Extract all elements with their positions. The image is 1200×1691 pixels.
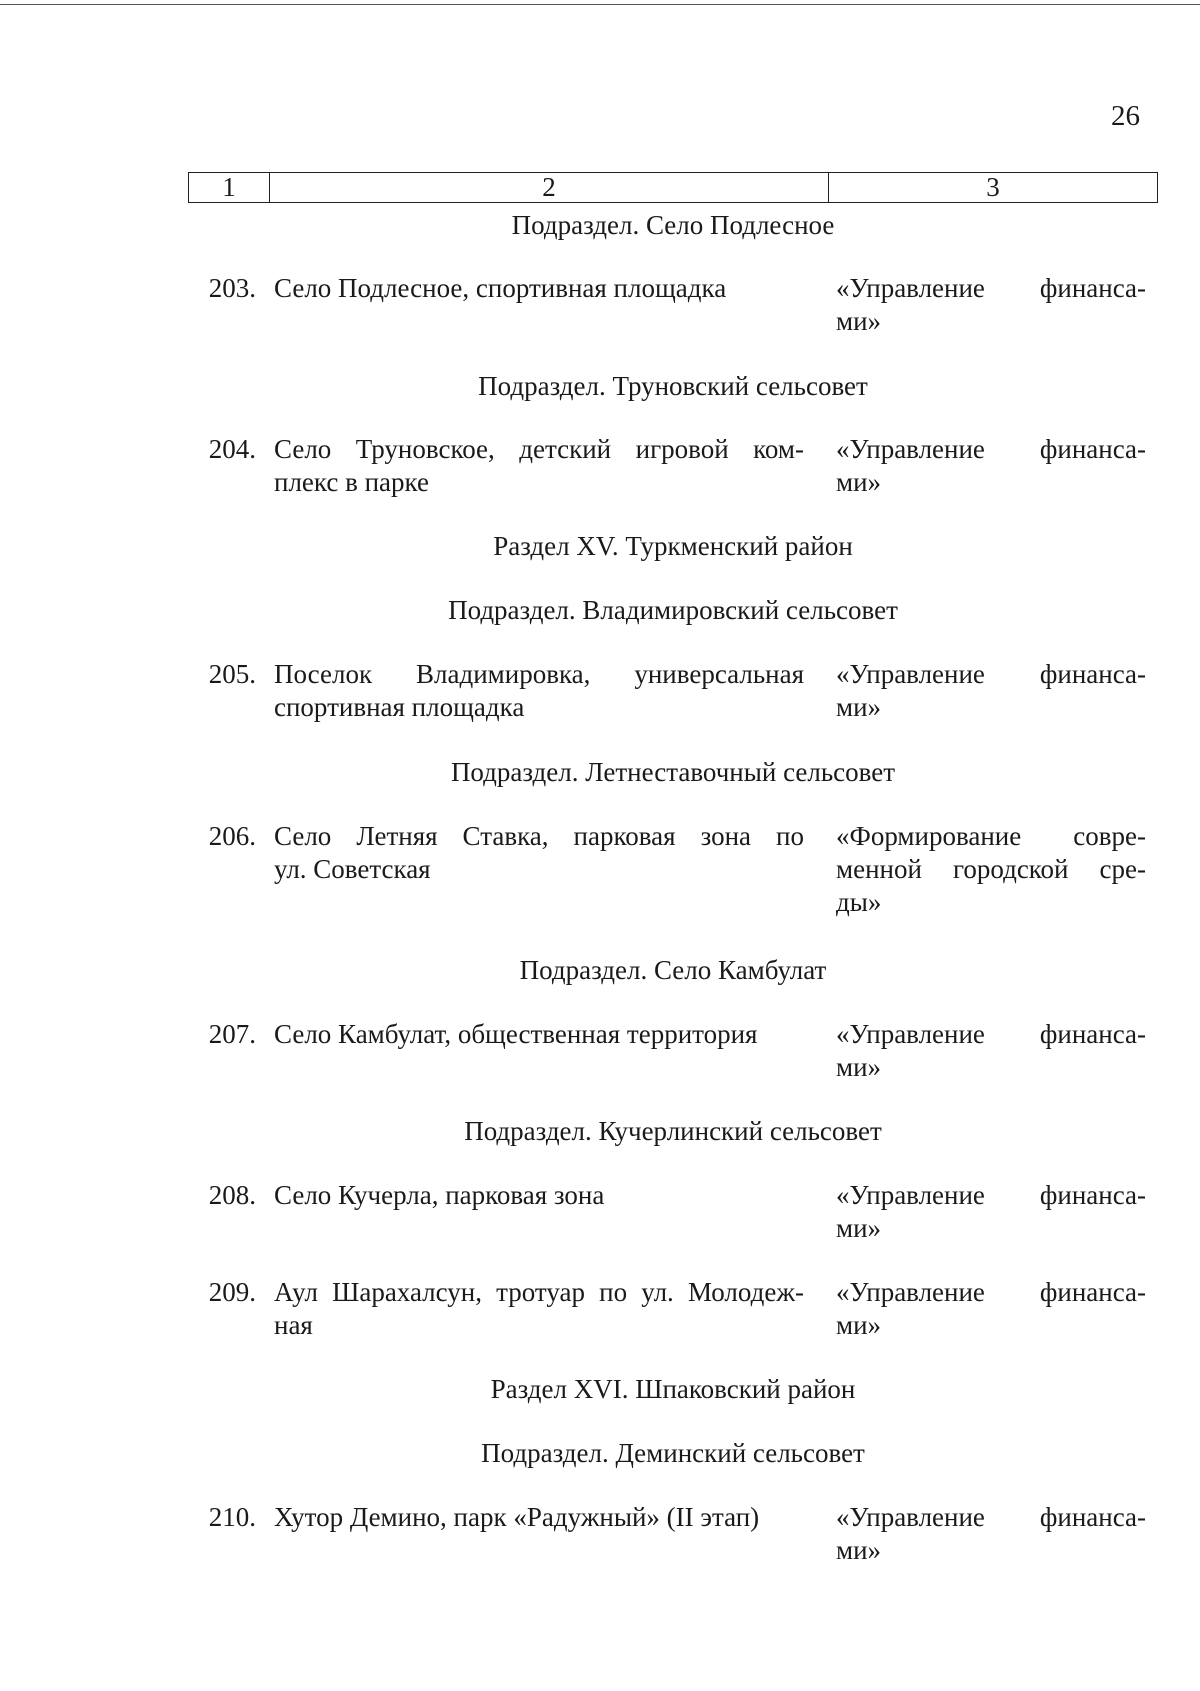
program-word: «Управление <box>836 1019 985 1049</box>
table-row <box>188 1179 1160 1279</box>
program-line: ми» <box>836 692 882 722</box>
program-line: ми» <box>836 1052 882 1082</box>
program-word: городской <box>952 854 1069 884</box>
program-word: финанса- <box>1039 273 1146 303</box>
program-word: сре- <box>1099 854 1146 884</box>
program-line: ми» <box>836 1310 882 1340</box>
object-description <box>274 820 804 886</box>
program-word: финанса- <box>1039 1019 1146 1049</box>
section-heading: Раздел XVI. Шпаковский район <box>490 1374 856 1404</box>
table-row <box>188 1501 1160 1601</box>
program-line <box>836 853 1146 886</box>
program-word: финанса- <box>1039 434 1146 464</box>
table-row <box>188 272 1160 372</box>
object-description <box>274 433 804 499</box>
program-word: «Управление <box>836 1502 985 1532</box>
program-line: ми» <box>836 1213 882 1243</box>
row-number: 204. <box>208 434 256 464</box>
program-name <box>836 1276 1146 1342</box>
row-number: 206. <box>208 821 256 851</box>
program-line <box>836 272 1146 305</box>
table-row <box>188 820 1160 920</box>
row-number: 207. <box>208 1019 256 1049</box>
program-name <box>836 658 1146 724</box>
description-line: плекс в парке <box>274 467 429 497</box>
program-word: финанса- <box>1039 1277 1146 1307</box>
column-header-3: 3 <box>986 172 1000 202</box>
description-line: Хутор Демино, парк «Радужный» (II этап) <box>274 1502 760 1532</box>
program-line: ми» <box>836 1535 882 1565</box>
table-row <box>188 658 1160 758</box>
description-line: ная <box>274 1310 313 1340</box>
table-row <box>188 1276 1160 1376</box>
row-number: 208. <box>208 1180 256 1210</box>
page-number: 26 <box>1111 100 1140 132</box>
program-word: «Формирование <box>836 821 1022 851</box>
subsection-heading: Подраздел. Деминский сельсовет <box>481 1438 865 1468</box>
program-word: финанса- <box>1039 1502 1146 1532</box>
subsection-heading: Подраздел. Кучерлинский сельсовет <box>464 1116 882 1146</box>
program-name <box>836 1018 1146 1084</box>
description-line: Аул Шарахалсун, тротуар по ул. Молодеж- <box>274 1277 804 1307</box>
program-name <box>836 1179 1146 1245</box>
description-line: Поселок Владимировка, универсальная <box>274 659 804 689</box>
column-header-2: 2 <box>270 173 829 202</box>
description-line: ул. Советская <box>274 854 431 884</box>
program-name <box>836 1501 1146 1567</box>
subsection-heading: Подраздел. Труновский сельсовет <box>478 371 868 401</box>
program-line <box>836 1179 1146 1212</box>
row-number: 205. <box>208 659 256 689</box>
program-word: совре- <box>1073 821 1146 851</box>
program-line <box>836 820 1146 853</box>
description-line: Село Кучерла, парковая зона <box>274 1180 605 1210</box>
table-row <box>188 433 1160 533</box>
subsection-heading: Подраздел. Село Подлесное <box>511 210 835 240</box>
object-description <box>274 1179 804 1212</box>
program-line <box>836 1018 1146 1051</box>
program-line <box>836 658 1146 691</box>
table-row <box>188 1018 1160 1118</box>
program-line <box>836 433 1146 466</box>
object-description <box>274 658 804 724</box>
program-line <box>836 1276 1146 1309</box>
program-line <box>836 1501 1146 1534</box>
object-description <box>274 272 804 305</box>
row-number: 209. <box>208 1277 256 1307</box>
program-word: финанса- <box>1039 659 1146 689</box>
object-description <box>274 1276 804 1342</box>
description-line: Село Летняя Ставка, парковая зона по <box>274 821 804 851</box>
program-word: менной <box>836 854 922 884</box>
description-line: спортивная площадка <box>274 692 525 722</box>
description-line: Село Труновское, детский игровой ком- <box>274 434 804 464</box>
subsection-heading: Подраздел. Село Камбулат <box>519 955 827 985</box>
scan-edge-line <box>0 4 1200 5</box>
row-number: 210. <box>208 1502 256 1532</box>
program-name <box>836 820 1146 919</box>
program-word: «Управление <box>836 273 985 303</box>
program-line: ды» <box>836 887 882 917</box>
program-word: «Управление <box>836 1180 985 1210</box>
program-name <box>836 272 1146 338</box>
program-word: финанса- <box>1039 1180 1146 1210</box>
program-word: «Управление <box>836 434 985 464</box>
description-line: Село Камбулат, общественная территория <box>274 1019 758 1049</box>
object-description <box>274 1018 804 1051</box>
subsection-heading: Подраздел. Летнеставочный сельсовет <box>450 757 896 787</box>
section-heading: Раздел XV. Туркменский район <box>493 531 853 561</box>
column-header-1: 1 <box>189 173 270 202</box>
program-word: «Управление <box>836 1277 985 1307</box>
program-line: ми» <box>836 467 882 497</box>
object-description <box>274 1501 804 1534</box>
program-word: «Управление <box>836 659 985 689</box>
program-line: ми» <box>836 306 882 336</box>
description-line: Село Подлесное, спортивная площадка <box>274 273 727 303</box>
subsection-heading: Подраздел. Владимировский сельсовет <box>448 595 898 625</box>
program-name <box>836 433 1146 499</box>
row-number: 203. <box>208 273 256 303</box>
column-header-table <box>188 172 1158 203</box>
